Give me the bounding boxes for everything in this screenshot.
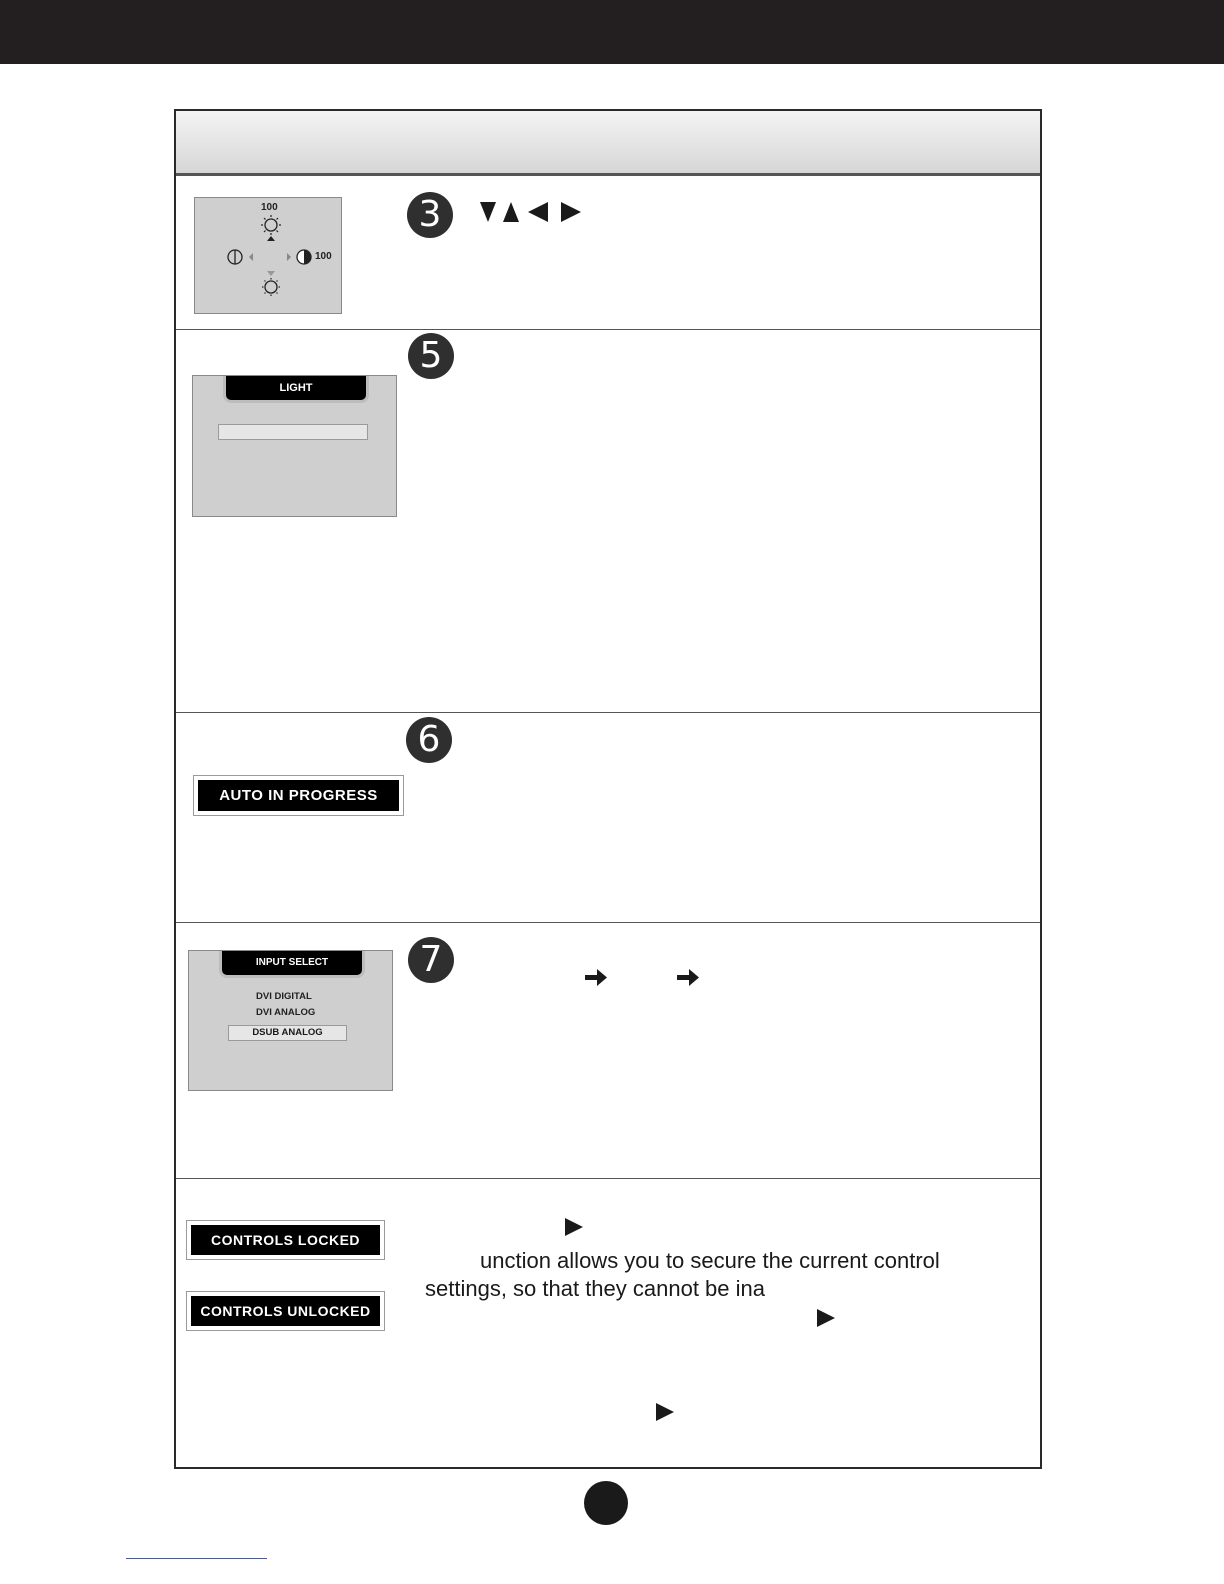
contrast-icon bbox=[287, 248, 317, 266]
row-divider bbox=[176, 329, 1040, 330]
input-option-dvi-analog: DVI ANALOG bbox=[256, 1007, 316, 1018]
auto-in-progress-label: AUTO IN PROGRESS bbox=[198, 780, 399, 811]
light-tab: LIGHT bbox=[223, 376, 369, 403]
input-option-dvi-digital: DVI DIGITAL bbox=[256, 991, 312, 1002]
right-triangle-icon bbox=[815, 1307, 837, 1329]
right-triangle-icon bbox=[563, 1216, 585, 1238]
contrast-value: 100 bbox=[315, 251, 332, 262]
light-highlight-bar bbox=[218, 424, 368, 440]
top-bar bbox=[0, 0, 1224, 64]
contrast-low-icon bbox=[227, 248, 257, 266]
controls-locked-label: CONTROLS LOCKED bbox=[191, 1225, 380, 1255]
input-select-osd bbox=[188, 950, 393, 1091]
arrow-keys-icons bbox=[478, 200, 582, 224]
controls-locked-frame bbox=[186, 1220, 385, 1260]
light-osd bbox=[192, 375, 397, 517]
step-3-badge: 3 bbox=[407, 192, 453, 238]
auto-osd-frame bbox=[193, 775, 404, 816]
row-divider bbox=[176, 922, 1040, 923]
right-arrow-icon bbox=[677, 969, 699, 986]
input-arrows bbox=[583, 967, 703, 989]
footer-link-underline bbox=[126, 1558, 267, 1559]
input-select-tab: INPUT SELECT bbox=[219, 951, 365, 978]
controls-unlocked-frame bbox=[186, 1291, 385, 1331]
brightness-low-icon bbox=[259, 270, 283, 300]
input-option-dsub-analog-selected: DSUB ANALOG bbox=[228, 1025, 347, 1041]
brightness-contrast-osd bbox=[194, 197, 342, 314]
header-band bbox=[176, 111, 1040, 176]
controls-unlocked-label: CONTROLS UNLOCKED bbox=[191, 1296, 380, 1326]
up-triangle-icon bbox=[503, 202, 519, 222]
lock-description-line1: unction allows you to secure the current control bbox=[480, 1248, 940, 1273]
step-6-badge: 6 bbox=[406, 717, 452, 763]
page-number-dot bbox=[584, 1481, 628, 1525]
row-divider bbox=[176, 712, 1040, 713]
step-7-badge: 7 bbox=[408, 937, 454, 983]
row-divider bbox=[176, 1178, 1040, 1179]
down-triangle-icon bbox=[480, 202, 496, 222]
right-triangle-icon bbox=[561, 202, 581, 222]
step-5-badge: 5 bbox=[408, 333, 454, 379]
right-triangle-icon bbox=[654, 1401, 676, 1423]
sun-icon bbox=[259, 214, 283, 242]
brightness-value: 100 bbox=[261, 202, 278, 213]
right-arrow-icon bbox=[585, 969, 607, 986]
left-triangle-icon bbox=[528, 202, 548, 222]
lock-description-line2: settings, so that they cannot be ina bbox=[425, 1276, 766, 1301]
